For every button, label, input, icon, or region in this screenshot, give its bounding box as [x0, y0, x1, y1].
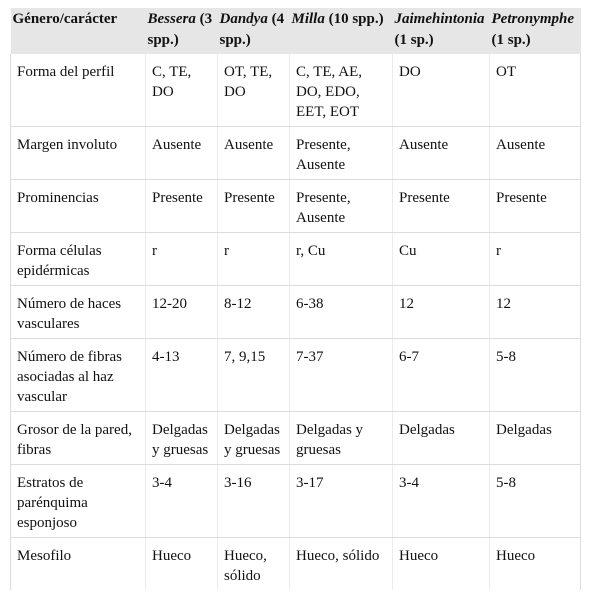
- table-cell: Hueco: [146, 538, 218, 591]
- header-row: [11, 8, 581, 54]
- table-cell: Ausente: [490, 127, 581, 180]
- table-cell: 3-4: [393, 465, 490, 538]
- table-cell: 3-4: [146, 465, 218, 538]
- table-cell: Ausente: [393, 127, 490, 180]
- table-cell: Ausente: [146, 127, 218, 180]
- table-row: [11, 286, 581, 339]
- table-cell: 4-13: [146, 339, 218, 412]
- table-cell: 6-38: [290, 286, 393, 339]
- table-cell: Presente: [490, 180, 581, 233]
- table-cell: Presente: [218, 180, 290, 233]
- table-row: [11, 538, 581, 591]
- table-cell: Presente, Ausente: [290, 127, 393, 180]
- row-label: Mesofilo: [11, 538, 146, 591]
- row-label: Forma células epidérmicas: [11, 233, 146, 286]
- table-cell: C, TE, AE, DO, EDO, EET, EOT: [290, 54, 393, 127]
- table-cell: 12: [393, 286, 490, 339]
- header-genus-character: Género/carácter: [12, 11, 118, 27]
- row-label: Número de fibras asociadas al haz vascular: [11, 339, 146, 412]
- table-row: [11, 127, 581, 180]
- table-cell: 5-8: [490, 339, 581, 412]
- table-cell: 6-7: [393, 339, 490, 412]
- table-cell: OT, TE, DO: [218, 54, 290, 127]
- table-cell: Ausente: [218, 127, 290, 180]
- table-cell: Delgadas y gruesas: [290, 412, 393, 465]
- row-label: Grosor de la pared, fibras: [11, 412, 146, 465]
- table-cell: 12: [490, 286, 581, 339]
- table-cell: r, Cu: [290, 233, 393, 286]
- table-row: [11, 180, 581, 233]
- table-cell: Delgadas y gruesas: [218, 412, 290, 465]
- row-label: Prominencias: [11, 180, 146, 233]
- table-cell: Delgadas: [393, 412, 490, 465]
- table-cell: Delgadas: [490, 412, 581, 465]
- table-cell: Hueco: [393, 538, 490, 591]
- table-cell: 3-16: [218, 465, 290, 538]
- row-label: Forma del perfil: [11, 54, 146, 127]
- table-cell: 5-8: [490, 465, 581, 538]
- header-dandya: Dandya (4 spp.): [219, 11, 285, 48]
- table-cell: Hueco, sólido: [290, 538, 393, 591]
- header-petronymphe: Petronymphe (1 sp.): [491, 11, 574, 48]
- header-jaimehintonia: Jaimehintonia (1 sp.): [394, 11, 485, 48]
- row-label: Margen involuto: [11, 127, 146, 180]
- header-bessera: Bessera (3 spp.): [147, 11, 213, 48]
- table-row: [11, 54, 581, 127]
- row-label: Estratos de parénquima esponjoso: [11, 465, 146, 538]
- character-table: [10, 8, 581, 590]
- row-label: Número de haces vasculares: [11, 286, 146, 339]
- table-cell: Hueco: [490, 538, 581, 591]
- table-cell: 12-20: [146, 286, 218, 339]
- table-cell: r: [146, 233, 218, 286]
- table-row: [11, 233, 581, 286]
- table-cell: Presente: [393, 180, 490, 233]
- table-row: [11, 339, 581, 412]
- table-cell: Hueco, sólido: [218, 538, 290, 591]
- table-cell: r: [218, 233, 290, 286]
- table-cell: 7-37: [290, 339, 393, 412]
- table-cell: Presente, Ausente: [290, 180, 393, 233]
- table-row: [11, 412, 581, 465]
- table-cell: Delgadas y gruesas: [146, 412, 218, 465]
- table-row: [11, 465, 581, 538]
- table-cell: Presente: [146, 180, 218, 233]
- table-cell: 7, 9,15: [218, 339, 290, 412]
- table-cell: r: [490, 233, 581, 286]
- table-cell: 3-17: [290, 465, 393, 538]
- header-milla: Milla (10 spp.): [291, 11, 384, 27]
- table-cell: Cu: [393, 233, 490, 286]
- table-cell: OT: [490, 54, 581, 127]
- table-cell: C, TE, DO: [146, 54, 218, 127]
- table-cell: DO: [393, 54, 490, 127]
- table-cell: 8-12: [218, 286, 290, 339]
